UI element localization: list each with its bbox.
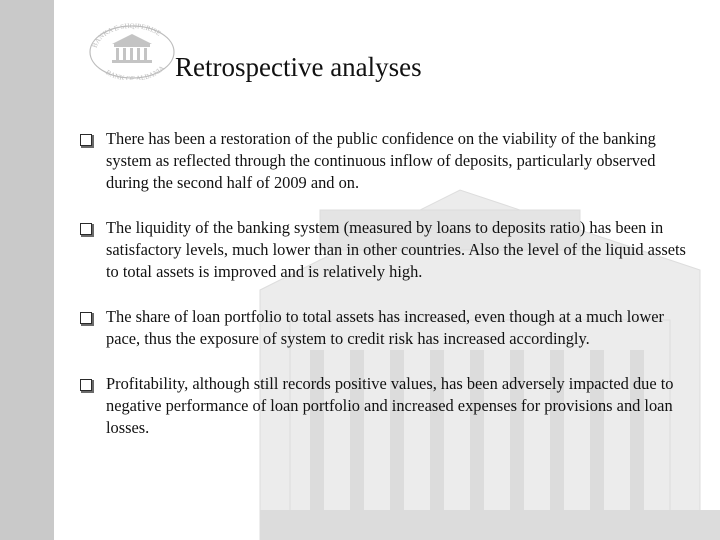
square-bullet-icon (80, 312, 92, 324)
svg-text:BANKA E SHQIPERISE: BANKA E SHQIPERISE (90, 22, 163, 49)
slide-title: Retrospective analyses (175, 52, 422, 82)
list-item (80, 373, 686, 439)
bullet-text: Profitability, although still records positive values, has been adversely impacted due to negative performance of loan portfolio and increased expenses for provisions and loan losses. (106, 374, 674, 437)
left-decorative-bar (0, 0, 54, 540)
bullet-text: The share of loan portfolio to total assets has increased, even though at a much lower pace, thus the exposure of system to credit risk has increased accordingly. (106, 307, 665, 348)
list-item (80, 306, 686, 350)
square-bullet-icon (80, 379, 92, 391)
svg-text:BANK OF ALBANIA: BANK OF ALBANIA (104, 64, 167, 80)
bullet-text: There has been a restoration of the public confidence on the viability of the banking system as reflected through the continuous inflow of deposits, particularly observed during the second half of 2009 and on. (106, 129, 656, 192)
bank-logo (86, 22, 178, 80)
list-item (80, 217, 686, 283)
square-bullet-icon (80, 134, 92, 146)
bullet-list (80, 128, 686, 462)
list-item (80, 128, 686, 194)
square-bullet-icon (80, 223, 92, 235)
bullet-text: The liquidity of the banking system (measured by loans to deposits ratio) has been in satisfactory levels, much lower than in other countries. Also the level of the liquid assets to total assets is improved and is relatively high. (106, 218, 686, 281)
